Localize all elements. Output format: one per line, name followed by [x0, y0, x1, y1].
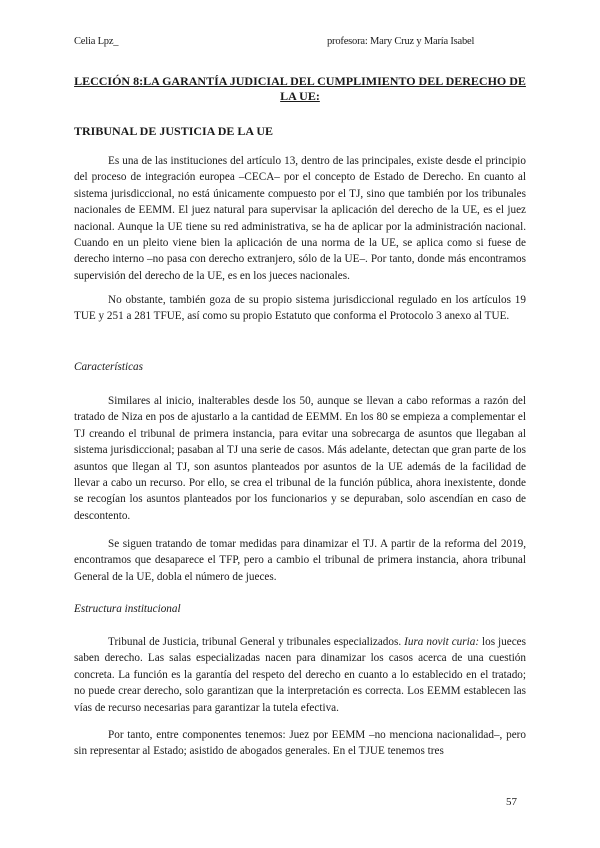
lesson-title: LECCIÓN 8:LA GARANTÍA JUDICIAL DEL CUMPLIMIENTO DEL DERECHO DE LA UE: [74, 74, 526, 103]
subheading-caracteristicas: Características [74, 361, 143, 373]
paragraph-estructura [74, 634, 526, 716]
paragraph-caracteristicas: Similares al inicio, inalterables desde los 50, aunque se llevan a cabo reformas a razón del tratado de Niza en pos de ajustarlo a la cantidad de EEMM. En los 80 se empieza a complementar el TJ creando el tribunal de primera instancia, para evitar una sobrecarga de asuntos que llegaban al sistema jurisdiccional; pasaban al TJ una serie de casos. Más adelante, detectan que gran parte de los asuntos que llegan al TJ, son asuntos planteados por asuntos de la UE además de la facilidad de llevar a cabo un recurso. Por ello, se crea el tribunal de la función pública, ahora inexistente, donde se recogían los asuntos planteados por los funcionarios y se depuraban, solo ascendían en caso de descontento. [74, 395, 526, 522]
paragraph-own-system: No obstante, también goza de su propio sistema jurisdiccional regulado en los artículos 19 TUE y 251 a 281 TFUE, así como su propio Estatuto que conforma el Protocolo 3 anexo al TUE. [74, 294, 526, 323]
subheading-estructura: Estructura institucional [74, 603, 181, 615]
page-number: 57 [506, 796, 517, 808]
paragraph-estructura-part1: Tribunal de Justicia, tribunal General y tribunales especializados. [108, 636, 405, 648]
header-teachers: profesora: Mary Cruz y María Isabel [327, 36, 475, 47]
section-title: TRIBUNAL DE JUSTICIA DE LA UE [74, 124, 274, 138]
iura-novit-curia: Iura novit curia: [404, 636, 480, 648]
paragraph-componentes: Por tanto, entre componentes tenemos: Juez por EEMM –no menciona nacionalidad–, pero sin representar al Estado; asistido de abogados generales. En el TJUE tenemos tres [74, 729, 526, 758]
paragraph-reform-2019: Se siguen tratando de tomar medidas para dinamizar el TJ. A partir de la reforma del 2019, encontramos que desaparece el TFP, pero a cambio el tribunal de primera instancia, ahora tribunal General de la UE, dobla el número de jueces. [74, 538, 526, 583]
paragraph-estructura-part2: los jueces saben derecho. Las salas especializadas nacen para dinamizar los casos acerca de una cuestión concreta. La función es la garantía del respeto del derecho en cuanto a lo establecido en el tratado; no puede crear derecho, solo garantizan que la interpretación es correcta. Los EEMM establecen las vías de recurso necesarias para garantizar la tutela efectiva. [74, 636, 526, 714]
header-author: Celia Lpz_ [74, 36, 119, 47]
paragraph-intro: Es una de las instituciones del artículo 13, dentro de las principales, existe desde el principio del proceso de integración europea –CECA– por el concepto de Estado de Derecho. En cuanto al sistema jurisdiccional, no está únicamente compuesto por el TJ, sino que también por los tribunales nacionales de EEMM. El juez natural para supervisar la aplicación del derecho de la UE, es el juez nacional. Aunque la UE tiene su red administrativa, se ha de aplicar por la administración nacional. Cuando en un pleito viene bien la aplicación de una norma de la UE, se aplica como si fuese de derecho interno –no pasa con derecho extranjero, sólo de la UE–. Por tanto, donde más encontramos supervisión del derecho de la UE, es en los jueces nacionales. [74, 155, 526, 282]
